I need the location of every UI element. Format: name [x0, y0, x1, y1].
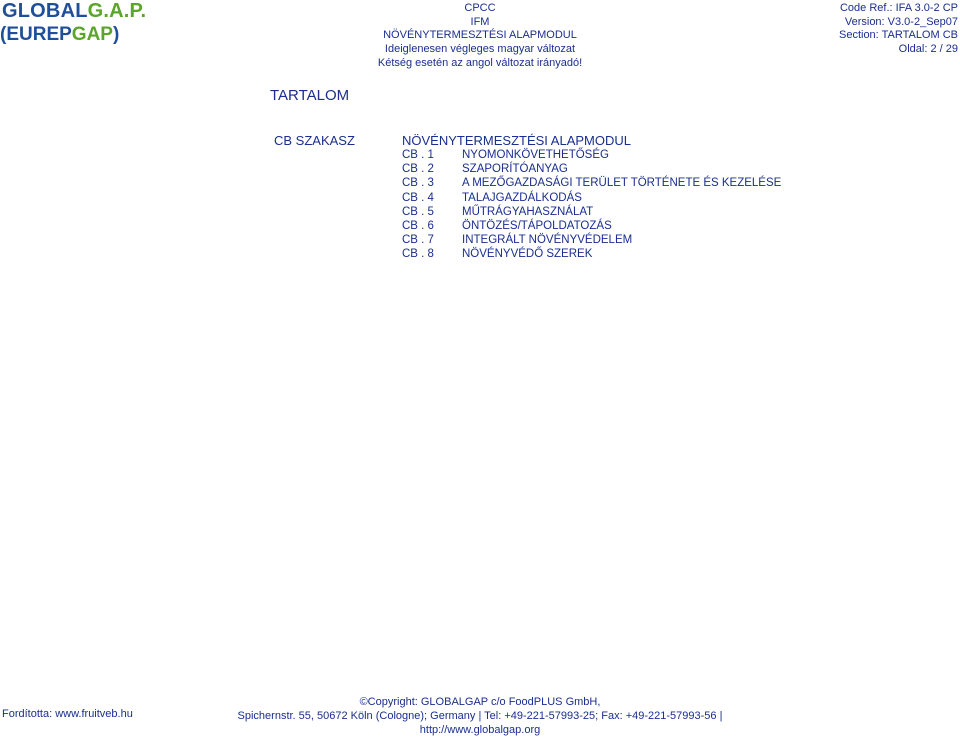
toc-item-title[interactable]: NÖVÉNYVÉDŐ SZEREK [462, 248, 593, 261]
globalgap-logo [0, 0, 160, 50]
header-cpcc: CPCC [464, 2, 496, 14]
toc-item-code: CB . 5 [402, 205, 434, 218]
footer-address: Spichernstr. 55, 50672 Köln (Cologne); Germany | Tel: +49-221-57993-25; Fax: +49-221-57993-56 | http://www.globalgap.org [237, 710, 723, 736]
logo-paren-close: ) [112, 24, 120, 45]
toc-item[interactable] [402, 247, 781, 261]
logo-line-globalgap [2, 0, 146, 23]
toc-item-title[interactable]: SZAPORÍTÓANYAG [462, 163, 568, 176]
footer-copyright-block [190, 695, 770, 737]
page-number: Oldal: 2 / 29 [898, 43, 958, 56]
footer-copyright: ©Copyright: GLOBALGAP c/o FoodPLUS GmbH, [359, 696, 601, 708]
toc-item[interactable] [402, 148, 781, 162]
toc-item[interactable] [402, 176, 781, 190]
logo-line-eurepgap [0, 24, 119, 46]
toc-item-code: CB . 6 [402, 219, 434, 232]
toc-item[interactable] [402, 219, 781, 233]
page-title: TARTALOM [270, 87, 350, 104]
header-module: NÖVÉNYTERMESZTÉSI ALAPMODUL [383, 29, 577, 42]
logo-text-gap: G.A.P. [87, 0, 147, 22]
toc-item-code: CB . 3 [402, 177, 434, 190]
toc-item-code: CB . 1 [402, 149, 434, 161]
toc-item-title[interactable]: MŰTRÁGYAHASZNÁLAT [462, 205, 594, 218]
header-version-note: Ideiglenesen végleges magyar változat [384, 43, 576, 56]
toc-list [402, 148, 781, 262]
toc-item-title[interactable]: A MEZŐGAZDASÁGI TERÜLET TÖRTÉNETE ÉS KEZELÉSE [462, 177, 782, 190]
logo-paren-open: ( [0, 24, 7, 45]
code-ref: Code Ref.: IFA 3.0-2 CP [839, 2, 958, 14]
logo-text-gap2: GAP [71, 24, 113, 45]
module-title: NÖVÉNYTERMESZTÉSI ALAPMODUL [402, 133, 631, 148]
header-center [370, 2, 590, 71]
toc-item[interactable] [402, 162, 781, 176]
toc-item-title[interactable]: TALAJGAZDÁLKODÁS [462, 191, 582, 204]
toc-item-code: CB . 2 [402, 163, 434, 176]
logo-text-global: GLOBAL [2, 0, 88, 22]
cb-section-label: CB SZAKASZ [274, 133, 355, 148]
header-language-note: Kétség esetén az angol változat irányadó! [377, 56, 583, 69]
section: Section: TARTALOM CB [838, 29, 958, 42]
version: Version: V3.0-2_Sep07 [844, 15, 958, 28]
toc-item[interactable] [402, 233, 781, 247]
toc-item-title[interactable]: INTEGRÁLT NÖVÉNYVÉDELEM [462, 234, 633, 247]
toc-item[interactable] [402, 191, 781, 205]
toc-item[interactable] [402, 205, 781, 219]
toc-item-title[interactable]: ÖNTÖZÉS/TÁPOLDATOZÁS [462, 219, 612, 232]
toc-item-code: CB . 7 [402, 234, 434, 247]
toc-item-title[interactable]: NYOMONKÖVETHETŐSÉG [462, 149, 609, 161]
header-right [718, 2, 958, 57]
header-ifm: IFM [470, 15, 490, 28]
toc-item-code: CB . 8 [402, 248, 434, 261]
logo-text-eurep: EUREP [6, 24, 72, 45]
toc-item-code: CB . 4 [402, 191, 434, 204]
footer-translated-by[interactable]: Fordította: www.fruitveb.hu [2, 708, 133, 720]
